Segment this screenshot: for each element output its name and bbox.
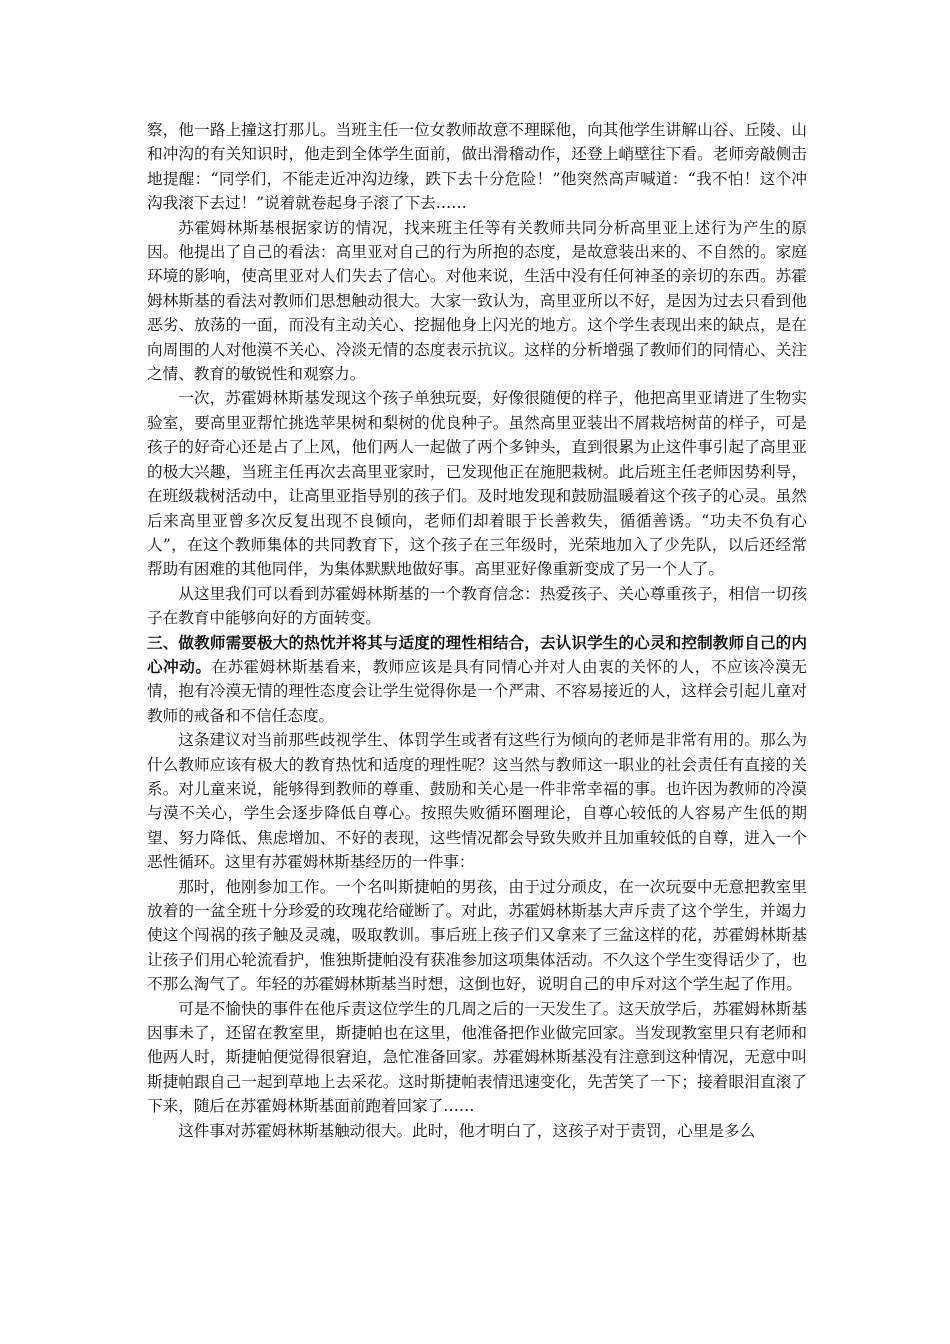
- paragraph-5: [147, 631, 807, 729]
- paragraph-6: 这条建议对当前那些歧视学生、体罚学生或者有这些行为倾向的老师是非常有用的。那么为什么教师应该有极大的教育热忱和适度的理性呢？这当然与教师这一职业的社会责任有直接的关系。对儿童来说，能够得到教师的尊重、鼓励和关心是一件非常幸福的事。也许因为教师的冷漠与漠不关心，学生会逐步降低自尊心。按照失败循环圈理论，自尊心较低的人容易产生低的期望、努力降低、焦虑增加、不好的表现，这些情况都会导致失败并且加重较低的自尊，进入一个恶性循环。这里有苏霍姆林斯基经历的一件事：: [147, 731, 807, 872]
- paragraph-8: 可是不愉快的事件在他斥责这位学生的几周之后的一天发生了。这天放学后，苏霍姆林斯基因事未了，还留在教室里，斯捷帕也在这里，他准备把作业做完回家。当发现教室里只有老师和他两人时，斯捷帕便觉得很窘迫，急忙准备回家。苏霍姆林斯基没有注意到这种情况，无意中叫斯捷帕跟自己一起到草地上去采花。这时斯捷帕表情迅速变化，先苦笑了一下；接着眼泪直滚了下来，随后在苏霍姆林斯基面前跑着回家了……: [147, 999, 807, 1116]
- paragraph-3: 一次，苏霍姆林斯基发现这个孩子单独玩耍，好像很随便的样子，他把高里亚请进了生物实验室，要高里亚帮忙挑选苹果树和梨树的优良种子。虽然高里亚装出不屑栽培树苗的样子，可是孩子的好奇心还是占了上风，他们两人一起做了两个多钟头，直到很累为止这件事引起了高里亚的极大兴趣，当班主任再次去高里亚家时，已发现他正在施肥栽树。此后班主任老师因势利导，在班级栽树活动中，让高里亚指导别的孩子们。及时地发现和鼓励温暖着这个孩子的心灵。虽然后来高里亚曾多次反复出现不良倾向，老师们却着眼于长善救失，循循善诱。“功夫不负有心人”，在这个教师集体的共同教育下，这个孩子在三年级时，光荣地加入了少先队，以后还经常帮助有困难的其他同伴，为集体默默地做好事。高里亚好像重新变成了另一个人了。: [147, 389, 807, 579]
- document-page: [147, 118, 807, 1143]
- paragraph-1: 察，他一路上撞这打那儿。当班主任一位女教师故意不理睬他，向其他学生讲解山谷、丘陵、山和冲沟的有关知识时，他走到全体学生面前，做出滑稽动作，还登上峭壁往下看。老师旁敲侧击地提醒：“同学们，不能走近冲沟边缘，跌下去十分危险！”他突然高声喊道：“我不怕！这个冲沟我滚下去过！”说着就卷起身子滚了下去……: [147, 121, 807, 213]
- paragraph-7: 那时，他刚参加工作。一个名叫斯捷帕的男孩，由于过分顽皮，在一次玩耍中无意把教室里放着的一盆全班十分珍爱的玫瑰花给碰断了。对此，苏霍姆林斯基大声斥责了这个学生，并竭力使这个闯祸的孩子触及灵魂，吸取教训。事后班上孩子们又拿来了三盆这样的花，苏霍姆林斯基让孩子们用心轮流看护，惟独斯捷帕没有获准参加这项集体活动。不久这个学生变得话少了，也不那么淘气了。年轻的苏霍姆林斯基当时想，这倒也好，说明自己的申斥对这个学生起了作用。: [147, 877, 807, 994]
- section-heading: 三、做教师需要极大的热忱并将其与适度的理性相结合，去认识学生的心灵和控制教师自己的内心冲动。: [147, 632, 807, 676]
- paragraph-2: 苏霍姆林斯基根据家访的情况，找来班主任等有关教师共同分析高里亚上述行为产生的原因。他提出了自己的看法：高里亚对自己的行为所抱的态度，是故意装出来的、不自然的。家庭环境的影响，使高里亚对人们失去了信心。对他来说，生活中没有任何神圣的亲切的东西。苏霍姆林斯基的看法对教师们思想触动很大。大家一致认为，高里亚所以不好，是因为过去只看到他恶劣、放荡的一面，而没有主动关心、挖掘他身上闪光的地方。这个学生表现出来的缺点，是在向周围的人对他漠不关心、冷淡无情的态度表示抗议。这样的分析增强了教师们的同情心、关注之情、教育的敏锐性和观察力。: [147, 218, 807, 384]
- paragraph-5-body: 在苏霍姆林斯基看来，教师应该是具有同情心并对人由衷的关怀的人，不应该冷漠无情，抱有冷漠无情的理性态度会让学生觉得你是一个严肃、不容易接近的人，这样会引起儿童对教师的戒备和不信任态度。: [147, 657, 807, 725]
- paragraph-4: 从这里我们可以看到苏霍姆林斯基的一个教育信念：热爱孩子、关心尊重孩子，相信一切孩子在教育中能够向好的方面转变。: [147, 584, 807, 628]
- paragraph-9: 这件事对苏霍姆林斯基触动很大。此时，他才明白了，这孩子对于责罚，心里是多么: [178, 1121, 756, 1140]
